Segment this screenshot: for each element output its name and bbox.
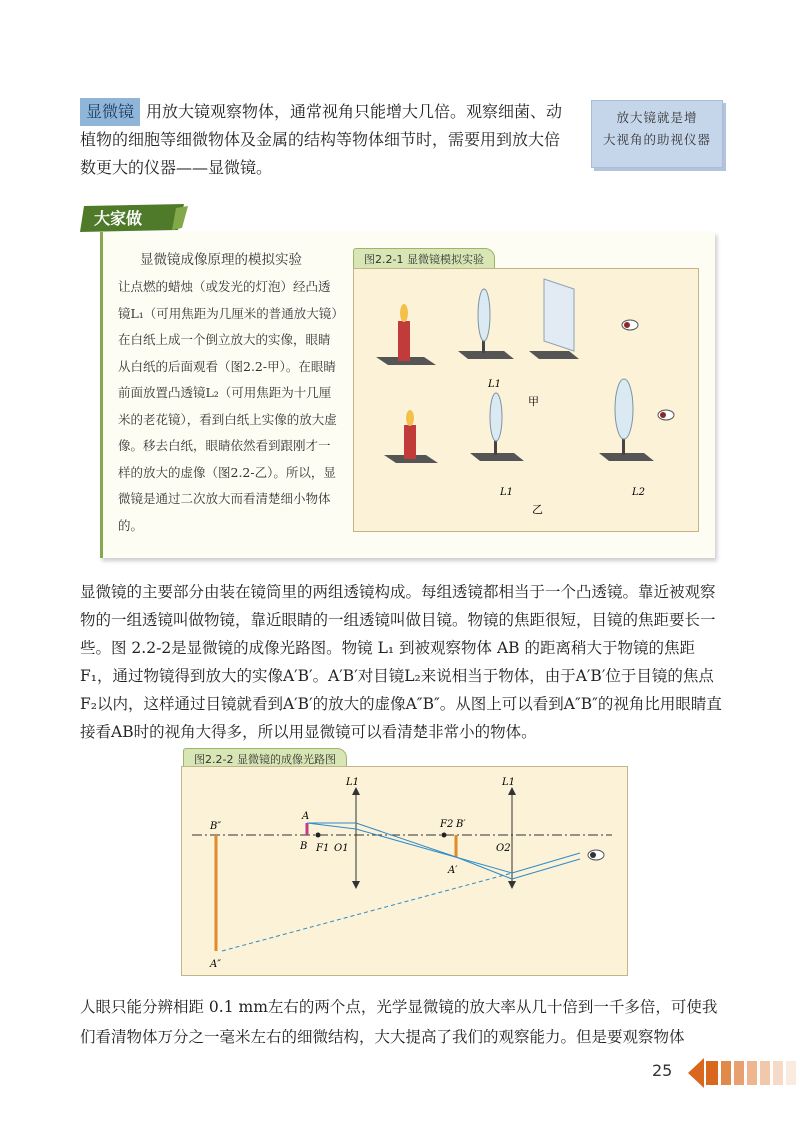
figure2-caption: 图2.2-2 显微镜的成像光路图 (183, 748, 347, 770)
activity-text: 让点燃的蜡烛（或发光的灯泡）经凸透镜L₁（可用焦距为几厘米的普通放大镜）在白纸上成一个倒立放大的实像，眼睛从白纸的后面观看（图2.2-甲）。在眼睛前面放置凸透镜L₂（可用焦距为十几厘米的老花镜），看到白纸上实像的放大虚像。移去白纸，眼睛依然看到跟刚才一样的放大的虚像（图2.2-乙）。所以，显微镜是通过二次放大而看清楚细小物体的。 (118, 279, 338, 533)
label-yi: 乙 (532, 503, 543, 516)
lens-l1-bottom (470, 393, 524, 461)
sidebar-note-line2: 大视角的助视仪器 (602, 132, 711, 147)
body-paragraph-2: 显微镜的主要部分由装在镜筒里的两组透镜构成。每组透镜都相当于一个凸透镜。靠近被观察物的一组透镜叫做物镜，靠近眼睛的一组透镜叫做目镜。物镜的焦距很短，目镜的焦距要长一些。图 2.2-2是显微镜的成像光路图。物镜 L₁ 到被观察物体 AB 的距离稍大于物镜的焦距F₁，通过物镜得到放大的实像A′B′。A′B′对目镜L₂来说相当于物体，由于A′B′位于目镜的焦点F₂以内，这样通过目镜就看到A′B′的放大的虚像A″B″。从图上可以看到A″B″的视角比用眼睛直接看AB时的视角大得多，所以用显微镜可以看清楚非常小的物体。 (80, 583, 722, 741)
label-L2: L1 (502, 777, 516, 788)
label-F1: F1 (316, 843, 330, 854)
keyword-microscope: 显微镜 (80, 98, 140, 126)
eye-icon (622, 320, 638, 330)
white-screen (529, 279, 579, 359)
label-A: A (302, 811, 310, 822)
label-l1-bottom: L1 (500, 487, 514, 498)
page-arrow-decoration (688, 1058, 800, 1088)
virtual-ray (222, 873, 512, 951)
candle-top (376, 304, 436, 365)
intro-text: 用放大镜观察物体，通常视角只能增大几倍。观察细菌、动植物的细胞等细微物体及金属的结构等物体细节时，需要用到放大倍数更大的仪器——显微镜。 (80, 102, 563, 177)
label-l1-top: L1 (488, 379, 502, 390)
eye-icon (658, 410, 674, 420)
label-l2: L2 (632, 487, 646, 498)
activity-title: 显微镜成像原理的模拟实验 (140, 252, 302, 268)
label-F2: F2 (440, 819, 454, 830)
label-L1: L1 (346, 777, 360, 788)
label-App: A″ (210, 959, 221, 970)
label-Bpp: B″ (210, 821, 222, 832)
label-O2: O2 (496, 843, 511, 854)
figure2-diagram (181, 766, 628, 976)
activity-badge (80, 204, 188, 232)
activity-badge-label: 大家做 (94, 209, 143, 228)
eye-icon (588, 850, 604, 860)
page-number: 25 (652, 1061, 673, 1080)
label-O1: O1 (334, 843, 349, 854)
figure1-caption: 图2.2-1 显微镜模拟实验 (353, 248, 495, 270)
body-paragraph-3: 人眼只能分辨相距 0.1 mm左右的两个点，光学显微镜的放大率从几十倍到一千多倍，可使我们看清物体万分之一毫米左右的细微结构，大大提高了我们的观察能力。但是要观察物体 (80, 998, 718, 1046)
focal-point-f2 (442, 833, 447, 838)
lens-l2 (599, 379, 654, 461)
label-Ap: A′ (448, 865, 458, 876)
label-Bp: B′ (456, 819, 466, 830)
sidebar-note-line1: 放大镜就是增 (616, 110, 698, 125)
intro-paragraph (80, 98, 575, 182)
label-jia: 甲 (528, 395, 539, 408)
figure1-diagram (353, 268, 699, 532)
focal-point-f1 (316, 833, 321, 838)
candle-bottom (384, 410, 438, 463)
sidebar-note (591, 100, 723, 168)
label-B: B (300, 841, 308, 852)
lens-l1-top (458, 289, 514, 359)
